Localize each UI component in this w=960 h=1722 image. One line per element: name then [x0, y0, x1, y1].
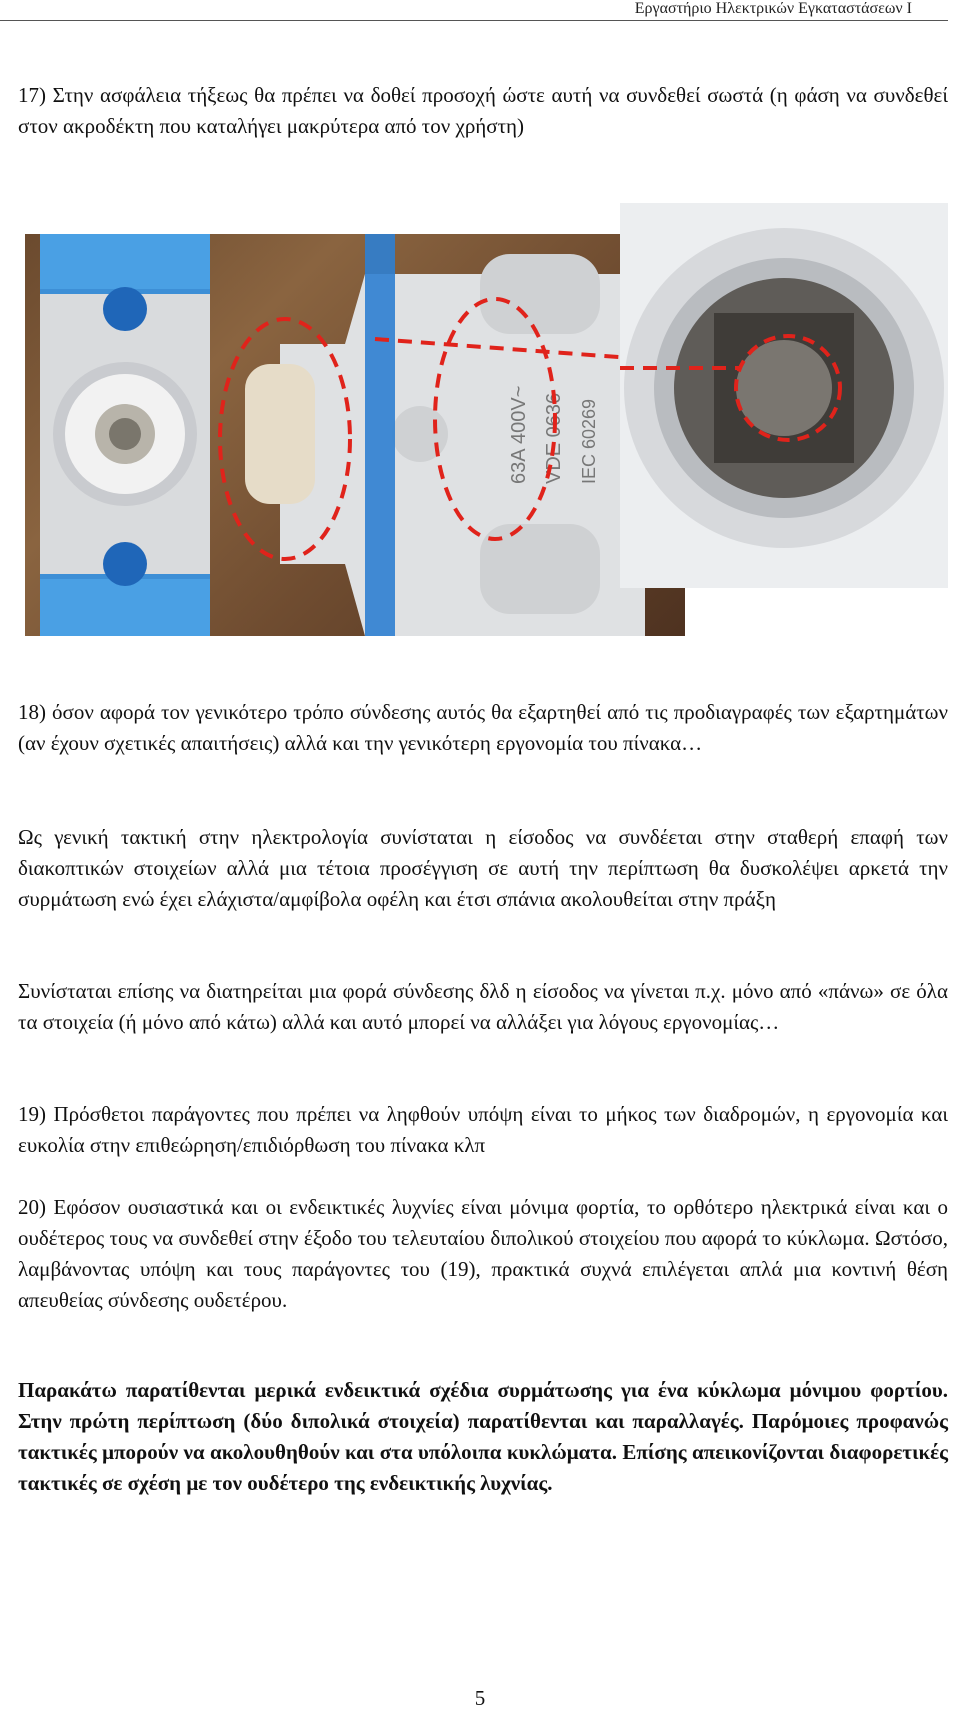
standard-label: IEC 60269	[579, 398, 599, 484]
vde-label: VDE 0636	[543, 392, 565, 484]
fuse-holder-illustration	[25, 234, 685, 636]
paragraph-18: 18) όσον αφορά τον γενικότερο τρόπο σύνδεσης αυτός θα εξαρτηθεί από τις προδιαγραφές των εξαρτημάτων (αν έχουν σχετικές απαιτήσεις) αλλά και την γενικότερη εργονομία του πίνακα…	[18, 700, 948, 755]
header-title: Εργαστήριο Ηλεκτρικών Εγκαταστάσεων Ι	[634, 0, 912, 17]
fuse-socket-illustration	[620, 203, 948, 588]
paragraph-17: 17) Στην ασφάλεια τήξεως θα πρέπει να δοθεί προσοχή ώστε αυτή να συνδεθεί σωστά (η φάση να συνδεθεί στον ακροδέκτη που καταλήγει μακρύτερα από τον χρήστη)	[18, 83, 948, 138]
page-header	[0, 0, 948, 21]
fuse-socket-closeup-photo	[620, 203, 948, 588]
paragraph-wiring-diagrams-note: Παρακάτω παρατίθενται μερικά ενδεικτικά σχέδια συρμάτωσης για ένα κύκλωμα μόνιμου φορτίου. Στην πρώτη περίπτωση (δύο διπολικά στοιχεία) παρατίθενται και παραλλαγές. Παρόμοιες προφανώς τακτικές μπορούν να ακολουθηθούν και στα υπόλοιπα κυκλώματα. Επίσης απεικονίζονται διαφορετικές τακτικές σε σχέση με τον ουδέτερο της ενδεικτικής λυχνίας.	[18, 1378, 948, 1495]
fuse-holder-photo	[25, 234, 685, 636]
rating-label: 63A 400V~	[508, 385, 530, 484]
paragraph-20: 20) Εφόσον ουσιαστικά και οι ενδεικτικές λυχνίες είναι μόνιμα φορτία, το ορθότερο ηλεκτρικά είναι και ο ουδέτερος τους να συνδεθεί στην έξοδο του τελευταίου διπολικού στοιχείου που αφορά το κύκλωμα. Ωστόσο, λαμβάνοντας υπόψη και τους παράγοντες του (19), πρακτικά συχνά επιλέγεται απλά μια κοντινή θέση απευθείας σύνδεσης ουδετέρου.	[18, 1195, 948, 1312]
paragraph-connection-direction: Συνίσταται επίσης να διατηρείται μια φορά σύνδεσης δλδ η είσοδος να γίνεται π.χ. μόνο από «πάνω» σε όλα τα στοιχεία (ή μόνο από κάτω) αλλά και αυτό μπορεί να αλλάξει για λόγους εργονομίας…	[18, 979, 948, 1034]
paragraph-general-practice: Ως γενική τακτική στην ηλεκτρολογία συνίσταται η είσοδος να συνδέεται στην σταθερή επαφή των διακοπτικών στοιχείων αλλά μια τέτοια προσέγγιση σε αυτή την περίπτωση θα δυσκολέψει αρκετά την συρμάτωση ενώ έχει ελάχιστα/αμφίβολα οφέλη και έτσι σπάνια ακολουθείται στην πράξη	[18, 825, 948, 911]
page-number: 5	[474, 1686, 486, 1710]
paragraph-19: 19) Πρόσθετοι παράγοντες που πρέπει να ληφθούν υπόψη είναι το μήκος των διαδρομών, η εργονομία και ευκολία στην επιθεώρηση/επιδιόρθωση του πίνακα κλπ	[18, 1102, 948, 1157]
